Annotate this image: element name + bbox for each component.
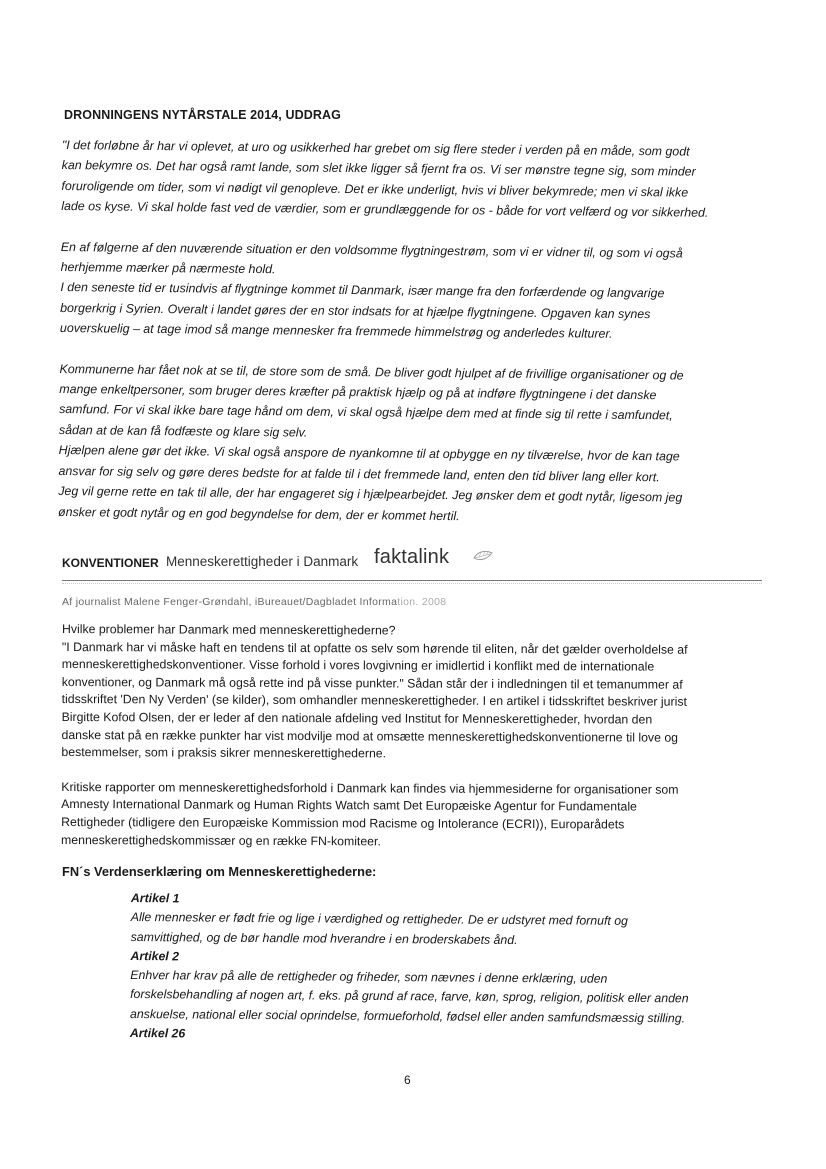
speech-line: ønsker et godt nytår og en god begyndelse for dem, der er kommet hertil. — [57, 504, 460, 523]
speech-line: Kommunerne har fået nok at se til, de store som de små. De bliver godt hjulpet af de frivillige organisationer og de — [59, 361, 684, 383]
faktalink-logo: faktalink — [374, 546, 450, 568]
byline-faint-text: tion. 2008 — [397, 596, 447, 608]
speech-line: ansvar for sig selv og gøre deres bedste for at falde til i det fremmede land, enten den tid bliver lang eller kort. — [58, 463, 660, 484]
article-line: "I Danmark har vi måske haft en tendens til at opfatte os selv som hørende til eliten, når det gælder overholdelse af — [61, 639, 688, 657]
header-dotted-rule — [62, 583, 762, 584]
article-body — [61, 621, 782, 852]
article-line: Birgitte Kofod Olsen, der er leder af den nationale afdeling ved Institut for Menneskerettigheder, hvordan den — [61, 709, 653, 727]
speech-excerpt — [58, 135, 770, 529]
article-text-line: anskuelse, national eller social oprindelse, formueforhold, fødsel eller anden samfundsmæssig stilling. — [129, 1006, 686, 1026]
speech-line: "I det forløbne år har vi oplevet, at uro og usikkerhed har grebet om sig flere steder i verden på en måde, som godt — [61, 137, 690, 159]
article-title: Artikel 26 — [129, 1026, 186, 1041]
conventions-label: KONVENTIONER — [62, 556, 159, 570]
speech-line: sådan at de kan få fodfæste og klare sig selv. — [58, 422, 308, 440]
faktalink-leaf-icon — [472, 549, 494, 565]
speech-line: Hjælpen alene gør det ikke. Vi skal også anspore de nyankomne til at opbygge en ny tilværelse, hvor de kan tage — [58, 443, 680, 464]
article-line: menneskerettighedskommissær og en række FN-komiteer. — [61, 832, 381, 848]
article-line: Amnesty International Danmark og Human Rights Watch samt Det Europæiske Agentur for Fundamentale — [61, 797, 637, 814]
speech-line: Jeg vil gerne rette en tak til alle, der har engageret sig i hjælpearbejdet. Jeg ønsker dem et godt nytår, ligesom jeg — [58, 484, 683, 505]
article-text-line: Alle mennesker er født frie og lige i værdighed og rettigheder. De er udstyret med fornuft og — [130, 910, 628, 929]
speech-line: lade os kyse. Vi skal holde fast ved de værdier, som er grundlæggende for os - både for vort velfærd og vor sikkerhed. — [61, 199, 709, 220]
page-number: 6 — [404, 1073, 411, 1087]
article-line: menneskerettighedskonventioner. Visse forhold i vores lovgivning er imidlertid i konflikt med de internationale — [61, 657, 655, 674]
declaration-articles — [130, 889, 751, 1048]
conventions-subtitle: Menneskerettigheder i Danmark — [166, 554, 359, 569]
speech-line: I den seneste tid er tusindvis af flygtninge kommet til Danmark, især mange fra den forfærdende og langvarige — [60, 280, 665, 301]
speech-line: herhjemme mærker på nærmeste hold. — [60, 260, 276, 277]
article-line: danske stat på en række punkter har vist modvilje mod at omsætte menneskerettighedskonventionerne til love og — [61, 727, 679, 745]
byline-text: Af journalist Malene Fenger-Grøndahl, iBureauet/Dagbladet Informa — [62, 596, 398, 608]
article-title: Artikel 2 — [130, 948, 180, 964]
speech-line: borgerkrig i Syrien. Overalt i landet gøres der en stor indsats for at hjælpe flygtningene. Opgaven kan synes — [60, 300, 651, 322]
article-line: bestemmelser, som i praksis sikrer menneskerettighederne. — [61, 745, 387, 761]
article-text-line: forskelsbehandling af nogen art, f. eks. på grund af race, farve, køn, sprog, religion, politisk eller anden — [130, 987, 689, 1006]
speech-line: En af følgerne af den nuværende situation er den voldsomme flygtningestrøm, som vi er vidner til, og som vi også — [60, 239, 683, 261]
speech-line: mange enkeltpersoner, som bruger deres kræfter på praktisk hjælp og på at indføre flygtningene i det danske — [59, 382, 657, 403]
article-line: Hvilke problemer har Danmark med menneskerettighederne? — [61, 622, 396, 638]
fn-declaration-heading: FN´s Verdenserklæring om Menneskerettighederne: — [62, 864, 377, 879]
article-title: Artikel 1 — [130, 890, 180, 906]
speech-line: samfund. For vi skal ikke bare tage hånd om dem, vi skal også hjælpe dem med at finde sig til rette i samfundet, — [59, 402, 673, 423]
speech-line: foruroligende om tider, som vi nødigt vil genopleve. Det er ikke underligt, hvis vi bliver bekymrede; men vi skal ikke — [61, 178, 689, 200]
header-rule — [62, 580, 762, 581]
speech-line: uoverskuelig – at tage imod så mange mennesker fra fremmede himmelstrøg og anderledes kulturer. — [59, 321, 613, 342]
article-line: tidsskriftet 'Den Ny Verden' (se kilder), som omhandler menneskerettigheder. I en artikel i tidsskriftet beskriver jurist — [61, 692, 687, 710]
article-text-line: Enhver har krav på alle de rettigheder og friheder, som nævnes i denne erklæring, uden — [130, 968, 608, 986]
speech-line: kan bekymre os. Det har også ramt lande, som slet ikke ligger så fjernt fra os. Vi ser mønstre tegne sig, som minder — [61, 158, 696, 180]
conventions-header — [62, 546, 762, 580]
byline — [62, 596, 446, 608]
article-line: konventioner, og Danmark må også rette ind på visse punkter." Sådan står der i indledningen til et temanummer af — [61, 674, 683, 692]
article-line: Rettigheder (tidligere den Europæiske Kommission mod Racisme og Intolerance (ECRI)), Europarådets — [61, 814, 625, 832]
speech-heading: DRONNINGENS NYTÅRSTALE 2014, UDDRAG — [64, 108, 341, 122]
article-text-line: samvittighed, og de bør handle mod hverandre i en broderskabets ånd. — [130, 929, 518, 947]
article-line: Kritiske rapporter om menneskerettighedsforhold i Danmark kan findes via hjemmesiderne for organisationer som — [61, 779, 679, 797]
